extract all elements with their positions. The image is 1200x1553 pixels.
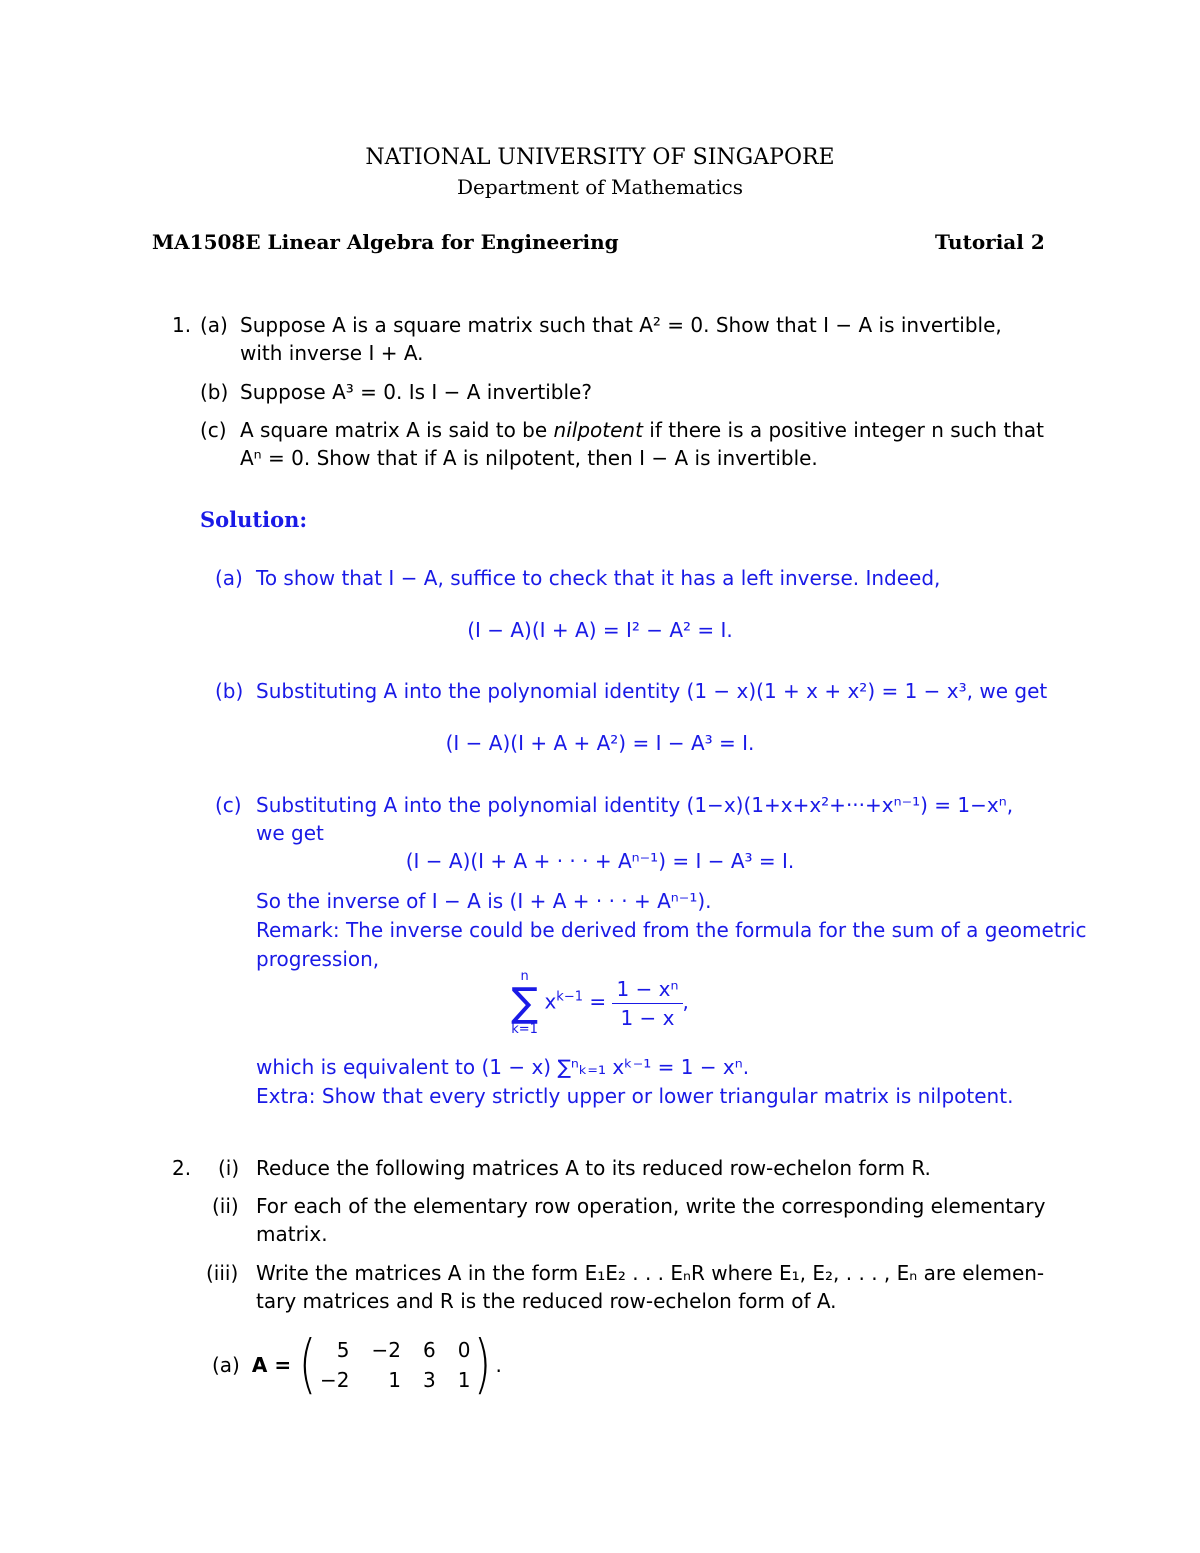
matrix-cell: −2 [371,1338,402,1362]
question-2i-label: (i) [218,1156,240,1180]
matrix-cell: 1 [457,1368,471,1392]
remark-line1: Remark: The inverse could be derived from the formula for the sum of a geometric [256,918,1087,942]
sum-upper-limit: n [520,969,529,984]
question-1-number: 1. [172,313,192,337]
remark-line2: progression, [256,947,380,971]
question-1c-post: if there is a positive integer n such that [642,418,1045,442]
matrix-a [320,1336,470,1394]
matrix-cell: 6 [423,1338,436,1362]
solution-a-equation: (I − A)(I + A) = I² − A² = I. [467,618,733,642]
solution-b-label: (b) [215,679,244,703]
question-1c-text-line2: Aⁿ = 0. Show that if A is nilpotent, then I − A is invertible. [240,446,818,470]
question-1b-label: (b) [200,380,229,404]
formula-comma: , [682,989,689,1014]
left-paren: ( [298,1328,317,1402]
matrix-period: . [495,1353,502,1377]
solution-heading: Solution: [200,507,308,532]
solution-c-inverse: So the inverse of I − A is (I + A + · · · + Aⁿ⁻¹). [256,889,712,913]
sum-equals: = [589,989,607,1014]
question-1c-pre: A square matrix A is said to be [240,418,554,442]
extra-exercise: Extra: Show that every strictly upper or lower triangular matrix is nilpotent. [256,1084,1014,1108]
question-1c-label: (c) [200,418,227,442]
question-2a-matrix-equation [212,1328,502,1402]
question-2iii-text-line1: Write the matrices A in the form E₁E₂ . . . EₙR where E₁, E₂, . . . , Eₙ are elemen- [256,1261,1045,1285]
question-2iii-label: (iii) [206,1261,239,1285]
question-1a-text-line2: with inverse I + A. [240,341,424,365]
sum-term-exponent: k−1 [556,989,583,1005]
sum-term: x [544,989,557,1014]
solution-c-equation: (I − A)(I + A + · · · + Aⁿ⁻¹) = I − A³ = I. [405,849,795,873]
equivalent-statement: which is equivalent to (1 − x) ∑ⁿₖ₌₁ xᵏ⁻¹ = 1 − xⁿ. [256,1055,750,1079]
solution-a-label: (a) [215,566,243,590]
right-paren: ) [474,1328,492,1402]
nilpotent-term: nilpotent [553,418,643,442]
university-name: NATIONAL UNIVERSITY OF SINGAPORE [365,145,835,170]
question-2ii-text-line2: matrix. [256,1222,328,1246]
solution-a-text: To show that I − A, suffice to check that it has a left inverse. Indeed, [256,566,941,590]
summation [511,970,538,1036]
question-2a-label: (a) [212,1353,240,1377]
sum-lower-limit: k=1 [511,1022,538,1037]
matrix-cell: 0 [457,1338,471,1362]
fraction-denominator: 1 − x [620,1005,675,1030]
question-1a-text-line1: Suppose A is a square matrix such that A² = 0. Show that I − A is invertible, [240,313,1002,337]
matrix-cell: 1 [388,1368,402,1392]
solution-b-equation: (I − A)(I + A + A²) = I − A³ = I. [445,731,755,755]
question-2iii-text-line2: tary matrices and R is the reduced row-echelon form of A. [256,1289,837,1313]
department-name: Department of Mathematics [456,175,743,199]
matrix-cell: −2 [320,1368,350,1392]
geometric-sum-formula [0,970,1200,1036]
solution-c-label: (c) [215,793,242,817]
question-1a-label: (a) [200,313,228,337]
tutorial-number: Tutorial 2 [935,230,1045,254]
solution-c-text-line1: Substituting A into the polynomial identity (1−x)(1+x+x²+···+xⁿ⁻¹) = 1−xⁿ, [256,793,1014,817]
question-2i-text: Reduce the following matrices A to its reduced row-echelon form R. [256,1156,931,1180]
question-1c-text-line1 [240,416,1044,444]
fraction [612,975,682,1032]
question-2-number: 2. [172,1156,192,1180]
question-2ii-text-line1: For each of the elementary row operation, write the corresponding elementary [256,1194,1046,1218]
matrix-lhs: A = [251,1353,292,1377]
solution-c-text-line2: we get [256,821,324,845]
question-2ii-label: (ii) [212,1194,239,1218]
matrix-expression [212,1328,502,1402]
question-1b-text: Suppose A³ = 0. Is I − A invertible? [240,380,592,404]
matrix-cell: 3 [423,1368,436,1392]
sigma-symbol: ∑ [511,980,539,1026]
matrix-cell: 5 [336,1338,350,1362]
solution-b-text: Substituting A into the polynomial identity (1 − x)(1 + x + x²) = 1 − x³, we get [256,679,1048,703]
fraction-numerator: 1 − xⁿ [612,975,682,1004]
course-title: MA1508E Linear Algebra for Engineering [152,230,619,254]
